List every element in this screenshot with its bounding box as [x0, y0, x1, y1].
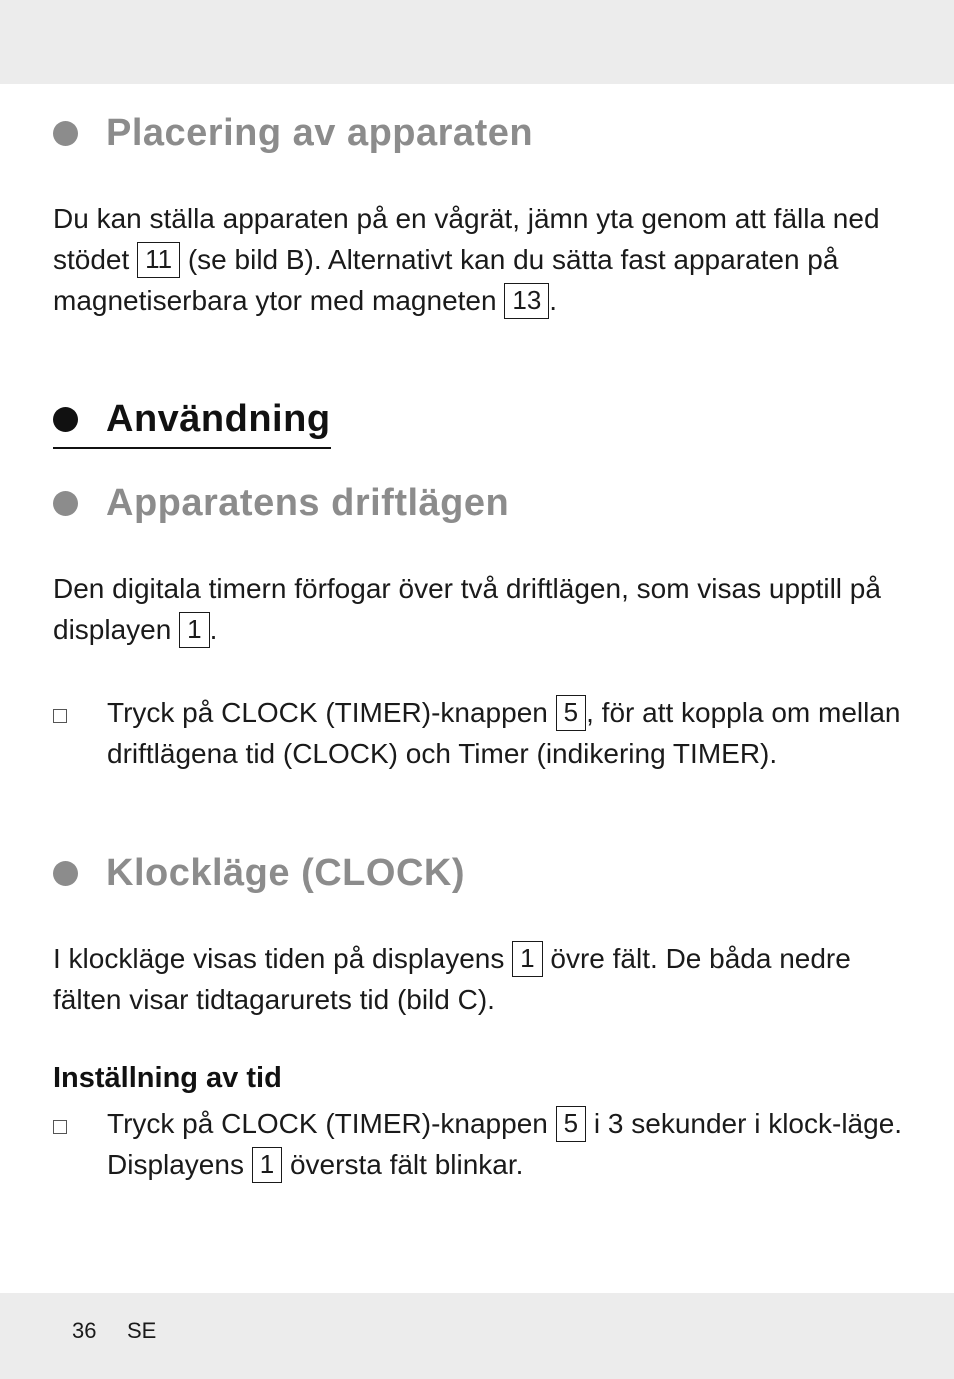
language-code: SE: [127, 1318, 157, 1343]
step-checkbox-icon: [53, 1120, 67, 1134]
ref-box-display: 1: [512, 941, 542, 977]
subheading-time-setting: Inställning av tid: [53, 1062, 282, 1094]
step-checkbox-icon: [53, 709, 67, 723]
ref-box-button: 5: [556, 695, 586, 731]
placement-paragraph: Du kan ställa apparaten på en vågrät, jämn yta genom att fälla ned stödet 11 (se bild B). Alternativt kan du sätta fast apparaten på magnetiserbara ytor med magneten 13 .: [53, 198, 913, 321]
modes-step: Tryck på CLOCK (TIMER)-knappen 5 , för att koppla om mellan driftlägena tid (CLOCK) och Timer (indikering TIMER).: [53, 692, 913, 774]
heading-bullet-icon: [53, 121, 78, 146]
heading-clock: [53, 852, 465, 895]
ref-box-display: 1: [252, 1147, 282, 1183]
ref-box-display: 1: [179, 612, 209, 648]
heading-placement: [53, 112, 533, 155]
top-band: [0, 0, 954, 84]
heading-clock-text: Klockläge (CLOCK): [106, 852, 465, 894]
heading-bullet-icon: [53, 407, 78, 432]
heading-usage: [53, 398, 331, 449]
modes-paragraph: Den digitala timern förfogar över två driftlägen, som visas upptill på displayen 1 .: [53, 568, 913, 650]
heading-placement-text: Placering av apparaten: [106, 112, 534, 154]
clock-paragraph: I klockläge visas tiden på displayens 1 övre fält. De båda nedre fälten visar tidtagarurets tid (bild C).: [53, 942, 851, 1015]
heading-modes: [53, 482, 509, 525]
heading-bullet-icon: [53, 861, 78, 886]
heading-bullet-icon: [53, 491, 78, 516]
page-number: 36: [72, 1318, 97, 1343]
clock-step: Tryck på CLOCK (TIMER)-knappen 5 i 3 sekunder i klock-läge. Displayens 1 översta fält blinkar.: [53, 1103, 913, 1185]
ref-box-stand: 11: [137, 242, 180, 278]
heading-modes-text: Apparatens driftlägen: [106, 482, 510, 524]
heading-usage-text: Användning: [106, 398, 331, 440]
ref-box-button: 5: [556, 1106, 586, 1142]
ref-box-magnet: 13: [504, 283, 549, 319]
